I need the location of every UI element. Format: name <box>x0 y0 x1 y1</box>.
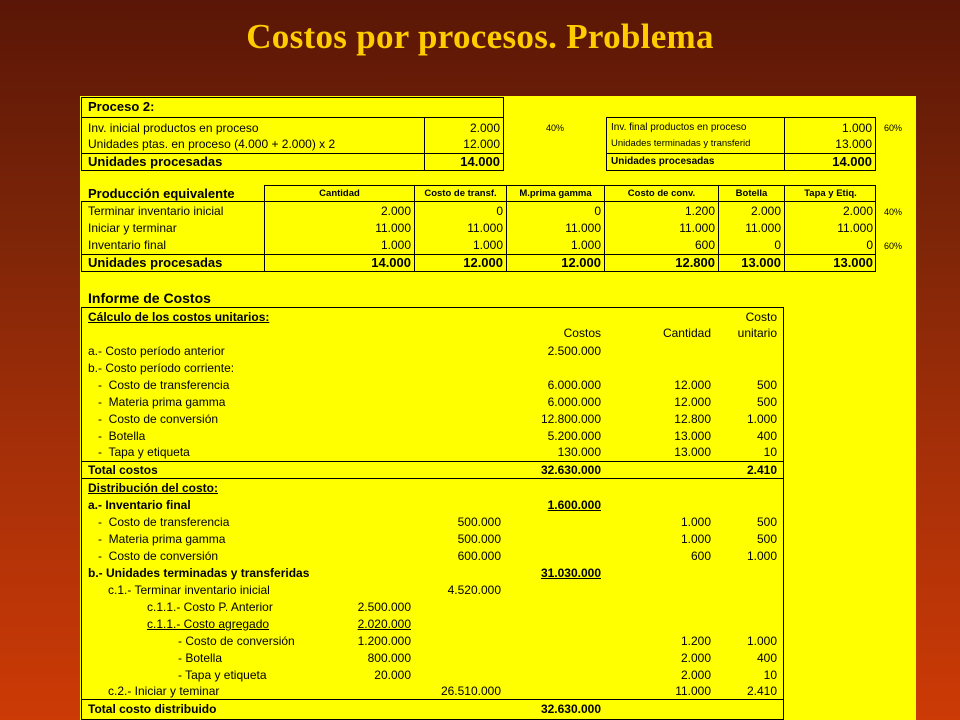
col-costo-bottom: unitario <box>737 326 777 340</box>
inv-row-unit: 500 <box>756 515 777 529</box>
prod-cell: 1.000 <box>472 238 503 252</box>
total-costos-label: Total costos <box>88 463 158 477</box>
calc-row-label: - Materia prima gamma <box>88 395 226 409</box>
calc-row-unit: 500 <box>756 395 777 409</box>
prod-row-label: Terminar inventario inicial <box>88 204 224 218</box>
prod-cell: 1.000 <box>570 238 601 252</box>
calc-row-costos: 5.200.000 <box>547 429 601 443</box>
sub-row-unit: 400 <box>756 651 777 665</box>
calc-row-label: - Tapa y etiqueta <box>88 445 190 459</box>
c2-cantidad: 11.000 <box>675 684 711 698</box>
c11b-amount: 2.020.000 <box>357 617 411 631</box>
prod-cell: 600 <box>694 238 715 252</box>
calc-row-unit: 10 <box>763 445 777 459</box>
inv-inicial-value: 2.000 <box>469 121 500 135</box>
prod-cell: 0 <box>866 238 873 252</box>
inv-final-dist-total: 1.600.000 <box>547 498 601 512</box>
sub-row-unit: 10 <box>763 668 777 682</box>
c11a-label: c.1.1.- Costo P. Anterior <box>147 600 273 614</box>
inv-row-cantidad: 600 <box>690 549 711 563</box>
inv-row-unit: 1.000 <box>746 549 777 563</box>
term-label: b.- Unidades terminadas y transferidas <box>88 566 310 580</box>
prod-cell: 2.000 <box>380 204 411 218</box>
c1-amount: 4.520.000 <box>447 583 501 597</box>
term-total: 31.030.000 <box>540 566 601 580</box>
unidades-procesadas-value: 14.000 <box>460 154 500 169</box>
unidades-proceso-label: Unidades ptas. en proceso (4.000 + 2.000) x 2 <box>88 137 336 151</box>
prod-cell: 11.000 <box>565 221 601 235</box>
inv-final-value: 1.000 <box>841 121 872 135</box>
inv-inicial-label: Inv. inicial productos en proceso <box>88 121 259 135</box>
calc-row-unit: 400 <box>756 429 777 443</box>
prod-cell: 1.000 <box>380 238 411 252</box>
prod-cell: 11.000 <box>375 221 411 235</box>
sub-row-label: - Botella <box>178 651 223 665</box>
prod-cell: 0 <box>774 238 781 252</box>
prod-total-cell: 12.000 <box>463 255 503 270</box>
unidades-procesadas-right-value: 14.000 <box>832 154 872 169</box>
c11a-amount: 2.500.000 <box>357 600 411 614</box>
proceso-heading: Proceso 2: <box>88 99 155 114</box>
inv-inicial-pct: 40% <box>546 123 565 133</box>
inv-row-unit: 500 <box>756 532 777 546</box>
prod-total-cell: 12.000 <box>561 255 601 270</box>
calc-row-costos: 6.000.000 <box>547 395 601 409</box>
col-botella: Botella <box>735 188 768 199</box>
inv-row-cantidad: 1.000 <box>680 532 711 546</box>
prod-cell: 2.000 <box>750 204 781 218</box>
sub-row-cantidad: 2.000 <box>680 668 711 682</box>
c2-unit: 2.410 <box>746 684 777 698</box>
prod-pct: 60% <box>884 241 903 251</box>
unidades-terminadas-value: 13.000 <box>835 137 872 151</box>
col-mprima: M.prima gamma <box>519 188 592 199</box>
col-tapa: Tapa y Etiq. <box>804 188 857 199</box>
calc-row-cantidad: 12.800 <box>674 412 711 426</box>
total-costos-unit: 2.410 <box>746 463 777 477</box>
sub-row-unit: 1.000 <box>746 634 777 648</box>
inv-final-pct: 60% <box>884 123 903 133</box>
prod-cell: 11.000 <box>679 221 715 235</box>
prod-cell: 11.000 <box>467 221 503 235</box>
sub-row-amount: 20.000 <box>374 668 411 682</box>
col-cantidad: Cantidad <box>319 188 360 199</box>
col-costos: Costos <box>563 326 601 340</box>
prod-cell: 11.000 <box>837 221 873 235</box>
sub-row-label: - Costo de conversión <box>178 634 295 648</box>
prod-cell: 0 <box>496 204 503 218</box>
calc-row-label: b.- Costo período corriente: <box>88 361 235 375</box>
prod-total-cell: 14.000 <box>371 255 411 270</box>
prod-pct: 40% <box>884 207 903 217</box>
prod-total-cell: 13.000 <box>833 255 873 270</box>
total-dist-value: 32.630.000 <box>540 702 601 716</box>
col-costo-top: Costo <box>745 310 777 324</box>
prod-cell: 11.000 <box>745 221 781 235</box>
total-dist-label: Total costo distribuido <box>88 702 217 716</box>
calc-row-costos: 130.000 <box>557 445 601 459</box>
calc-row-label: - Botella <box>88 429 146 443</box>
calc-row-cantidad: 13.000 <box>674 429 711 443</box>
c1-label: c.1.- Terminar inventario inicial <box>108 583 270 597</box>
c2-amount: 26.510.000 <box>440 684 501 698</box>
inv-row-amount: 600.000 <box>457 549 501 563</box>
prod-cell: 2.000 <box>842 204 873 218</box>
calc-title: Cálculo de los costos unitarios: <box>88 310 270 324</box>
prod-cell: 1.200 <box>684 204 715 218</box>
col-costo-conv: Costo de conv. <box>627 188 696 199</box>
inv-final-dist-label: a.- Inventario final <box>88 498 191 512</box>
total-costos-value: 32.630.000 <box>540 463 601 477</box>
inv-row-label: - Costo de conversión <box>88 549 219 563</box>
inv-row-amount: 500.000 <box>457 532 501 546</box>
calc-row-costos: 12.800.000 <box>540 412 601 426</box>
unidades-proceso-value: 12.000 <box>463 137 500 151</box>
sub-row-cantidad: 1.200 <box>680 634 711 648</box>
calc-row-unit: 1.000 <box>746 412 777 426</box>
calc-row-label: - Costo de transferencia <box>88 378 230 392</box>
calc-row-cantidad: 13.000 <box>674 445 711 459</box>
inv-row-label: - Materia prima gamma <box>88 532 226 546</box>
inv-row-label: - Costo de transferencia <box>88 515 230 529</box>
calc-row-costos: 6.000.000 <box>547 378 601 392</box>
produccion-heading: Producción equivalente <box>88 186 235 201</box>
slide-title: Costos por procesos. Problema <box>246 17 714 56</box>
calc-row-costos: 2.500.000 <box>547 344 601 358</box>
calc-row-cantidad: 12.000 <box>674 395 711 409</box>
calc-row-unit: 500 <box>756 378 777 392</box>
col-costo-transf: Costo de transf. <box>424 188 497 199</box>
spreadsheet <box>80 96 916 720</box>
sub-row-cantidad: 2.000 <box>680 651 711 665</box>
prod-total-cell: 13.000 <box>741 255 781 270</box>
calc-row-label: - Costo de conversión <box>88 412 219 426</box>
calc-row-label: a.- Costo período anterior <box>88 344 225 358</box>
col-cantidad: Cantidad <box>662 326 711 340</box>
inv-row-cantidad: 1.000 <box>680 515 711 529</box>
informe-heading: Informe de Costos <box>88 290 211 306</box>
inv-final-label: Inv. final productos en proceso <box>611 122 747 133</box>
unidades-procesadas-label: Unidades procesadas <box>88 154 223 169</box>
dist-title: Distribución del costo: <box>88 481 219 495</box>
prod-row-label: Iniciar y terminar <box>88 221 177 235</box>
unidades-procesadas-right-label: Unidades procesadas <box>611 156 715 167</box>
calc-row-cantidad: 12.000 <box>674 378 711 392</box>
sub-row-amount: 800.000 <box>367 651 411 665</box>
prod-row-label: Inventario final <box>88 238 167 252</box>
sub-row-label: - Tapa y etiqueta <box>178 668 267 682</box>
prod-total-label: Unidades procesadas <box>88 255 223 270</box>
prod-total-cell: 12.800 <box>675 255 715 270</box>
c11b-label: c.1.1.- Costo agregado <box>147 617 270 631</box>
unidades-terminadas-label: Unidades terminadas y transferid <box>611 138 751 149</box>
sub-row-amount: 1.200.000 <box>357 634 411 648</box>
c2-label: c.2.- Iniciar y teminar <box>108 684 220 698</box>
prod-cell: 0 <box>594 204 601 218</box>
inv-row-amount: 500.000 <box>457 515 501 529</box>
